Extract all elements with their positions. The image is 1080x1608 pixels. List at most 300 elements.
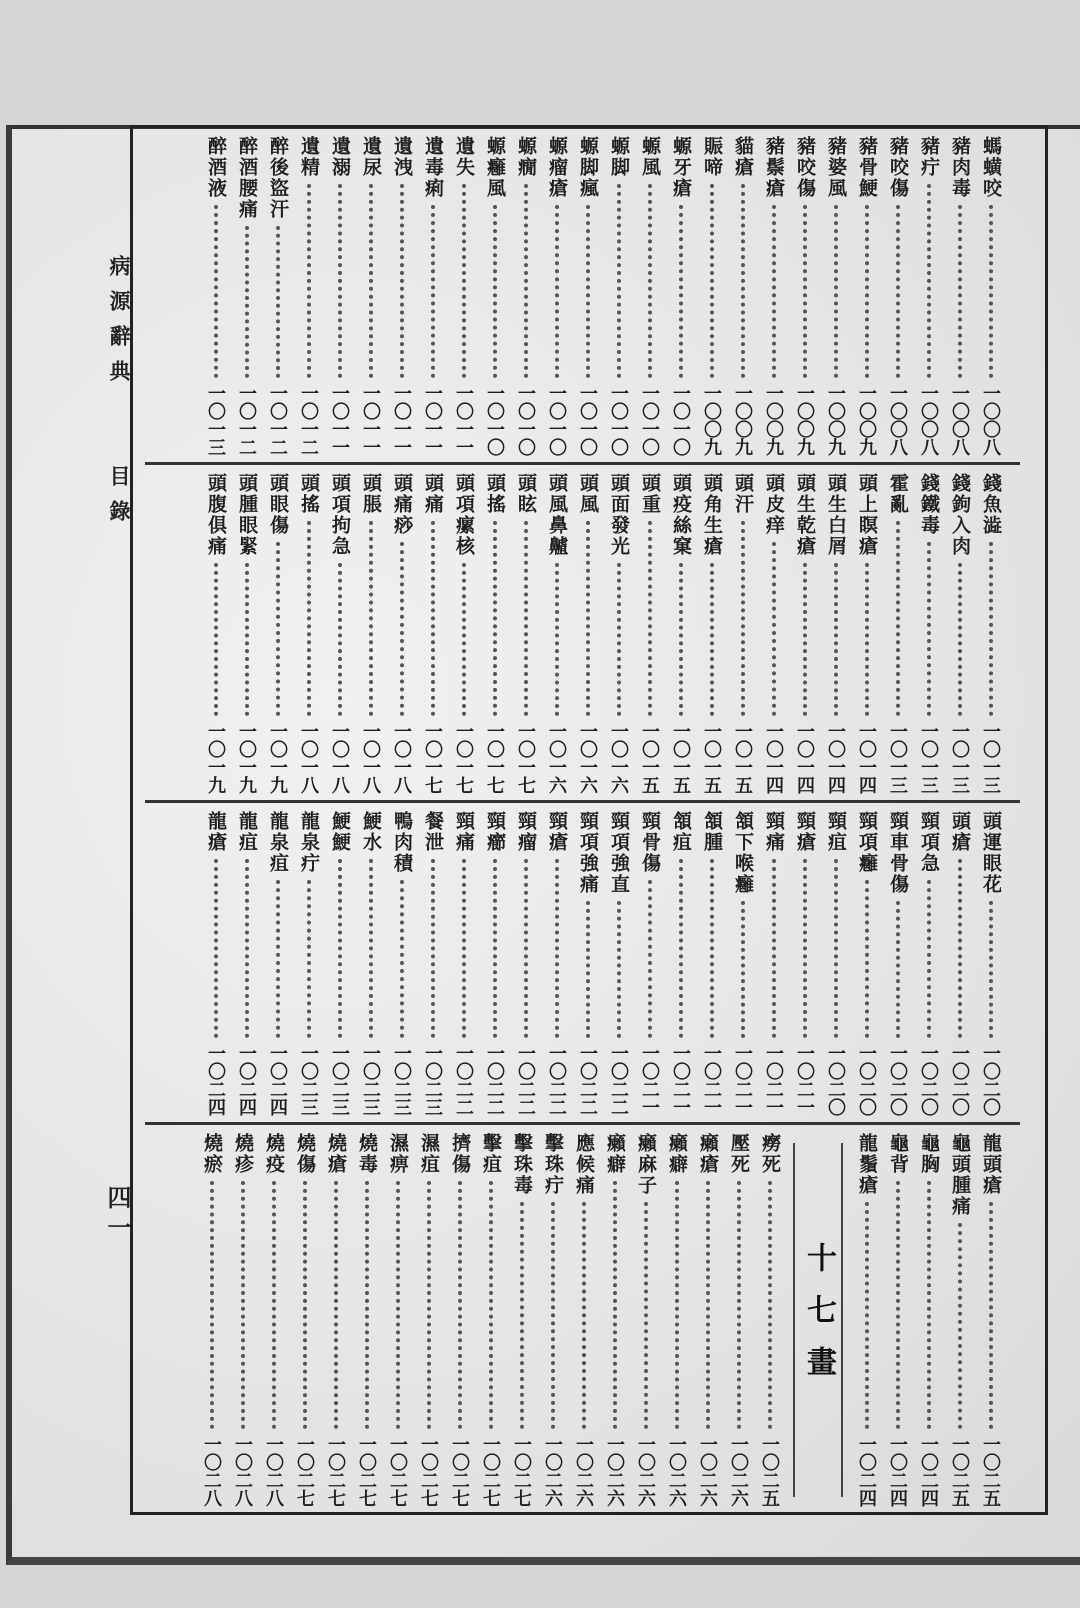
entry-page: 一〇二三: [422, 1044, 443, 1116]
index-entry: [789, 473, 820, 794]
leader-dots: [865, 205, 869, 378]
entry-term: 遺洩: [391, 136, 413, 178]
leader-dots: [489, 1181, 493, 1429]
entry-page: 一〇一〇: [608, 384, 629, 456]
index-entry: [634, 473, 665, 794]
leader-dots: [896, 1181, 900, 1429]
entry-term: 霍亂: [887, 473, 909, 515]
index-entry: [975, 811, 1006, 1116]
entry-term: 擊珠毒: [511, 1133, 533, 1196]
entry-term: 龜頭腫痛: [949, 1133, 971, 1217]
entry-page: 一〇二一: [701, 1044, 722, 1116]
entry-term: 龍鬚瘡: [856, 1133, 878, 1196]
entry-page: 一〇一六: [546, 722, 567, 794]
leader-dots: [679, 859, 683, 1038]
entry-term: 擊珠疔: [542, 1133, 564, 1196]
entry-term: 頸項強痛: [577, 811, 599, 895]
leader-dots: [958, 563, 962, 716]
leader-dots: [927, 542, 931, 716]
leader-dots: [586, 901, 590, 1038]
entry-term: 頸項強直: [608, 811, 630, 895]
entry-page: 一〇一八: [360, 722, 381, 794]
entry-page: 一〇二二: [608, 1044, 629, 1116]
entry-term: 壓死: [728, 1133, 750, 1175]
leader-dots: [276, 880, 280, 1038]
index-entry: [944, 136, 975, 456]
leader-dots: [896, 901, 900, 1038]
index-entry: [696, 811, 727, 1116]
entry-term: 醉酒腰痛: [236, 136, 258, 220]
index-entry: [634, 811, 665, 1116]
entry-page: 一〇一五: [732, 722, 753, 794]
entry-term: 癩癖: [604, 1133, 626, 1175]
leader-dots: [958, 1223, 962, 1429]
leader-dots: [524, 184, 528, 378]
entry-page: 一〇二七: [356, 1435, 377, 1507]
index-entry: [944, 1133, 975, 1507]
entry-page: 一〇二二: [546, 1044, 567, 1116]
entry-page: 一〇二四: [887, 1435, 908, 1507]
leader-dots: [710, 184, 714, 378]
leader-dots: [431, 521, 435, 716]
entry-page: 一〇〇八: [949, 384, 970, 456]
leader-dots: [520, 1202, 524, 1429]
entry-term: 頭風鼻齇: [546, 473, 568, 557]
entry-page: 一〇二八: [263, 1435, 284, 1507]
entry-term: 頭風: [577, 473, 599, 515]
index-entry: [665, 473, 696, 794]
leader-dots: [865, 1202, 869, 1429]
leader-dots: [927, 880, 931, 1038]
index-entry: [727, 136, 758, 456]
leader-dots: [927, 184, 931, 378]
entry-page: 一〇二〇: [856, 1044, 877, 1116]
entry-term: 餐泄: [422, 811, 444, 853]
entry-page: 一〇二一: [639, 1044, 660, 1116]
entry-term: 螈脚: [608, 136, 630, 178]
index-entry: [479, 136, 510, 456]
leader-dots: [555, 563, 559, 716]
entry-term: 頸瘡: [546, 811, 568, 853]
entry-term: 豬肉毒: [949, 136, 971, 199]
leader-dots: [675, 1181, 679, 1429]
entry-page: 一〇一七: [515, 722, 536, 794]
index-entry: [475, 1133, 506, 1507]
entry-term: 頭搖: [298, 473, 320, 515]
index-entry: [541, 136, 572, 456]
index-entry: [324, 473, 355, 794]
leader-dots: [989, 1202, 993, 1429]
entry-page: 一〇一〇: [639, 384, 660, 456]
index-tier-4: [145, 1125, 1020, 1513]
entry-term: 頭搖: [484, 473, 506, 515]
entry-term: 頸項癰: [856, 811, 878, 874]
entry-page: 一〇〇八: [980, 384, 1001, 456]
leader-dots: [803, 859, 807, 1038]
leader-dots: [551, 1202, 555, 1429]
entry-term: 遺毒痢: [422, 136, 444, 199]
index-entry: [510, 136, 541, 456]
leader-dots: [772, 205, 776, 378]
leader-dots: [303, 1181, 307, 1429]
entry-page: 一〇一九: [236, 722, 257, 794]
entry-page: 一〇二四: [918, 1435, 939, 1507]
entry-page: 一〇一八: [329, 722, 350, 794]
entry-page: 一〇二六: [728, 1435, 749, 1507]
leader-dots: [617, 563, 621, 716]
entry-page: 一〇〇九: [794, 384, 815, 456]
entry-term: 頸瘤: [515, 811, 537, 853]
entry-term: 頭項瘰核: [453, 473, 475, 557]
leader-dots: [772, 542, 776, 716]
leader-dots: [276, 542, 280, 716]
leader-dots: [431, 859, 435, 1038]
leader-dots: [369, 184, 373, 378]
index-entry: [692, 1133, 723, 1507]
index-entry: [262, 473, 293, 794]
leader-dots: [648, 184, 652, 378]
leader-dots: [679, 563, 683, 716]
entry-page: 一〇二四: [267, 1044, 288, 1116]
entry-page: 一〇一五: [639, 722, 660, 794]
entry-term: 龜背: [887, 1133, 909, 1175]
entry-term: 龍疽: [236, 811, 258, 853]
leader-dots: [679, 205, 683, 378]
index-entry: [758, 473, 789, 794]
index-entry: [320, 1133, 351, 1507]
entry-page: 一〇二四: [856, 1435, 877, 1507]
entry-page: 一〇二二: [484, 1044, 505, 1116]
index-entry: [417, 136, 448, 456]
entry-term: 頭重: [639, 473, 661, 515]
entry-page: 一〇一一: [422, 384, 443, 456]
leader-dots: [307, 184, 311, 378]
entry-term: 豬婆風: [825, 136, 847, 199]
leader-dots: [245, 226, 249, 378]
index-entry: [355, 811, 386, 1116]
index-entry: [293, 136, 324, 456]
entry-page: 一〇一三: [980, 722, 1001, 794]
entry-term: 龍泉疽: [267, 811, 289, 874]
index-entry: [913, 136, 944, 456]
index-entry: [324, 136, 355, 456]
entry-page: 一〇二七: [387, 1435, 408, 1507]
leader-dots: [307, 521, 311, 716]
index-entry: [293, 811, 324, 1116]
index-entry: [820, 136, 851, 456]
leader-dots: [400, 880, 404, 1038]
leader-dots: [741, 184, 745, 378]
index-entry: [258, 1133, 289, 1507]
leader-dots: [741, 521, 745, 716]
entry-page: 一〇二七: [418, 1435, 439, 1507]
index-tier-2: [145, 465, 1020, 803]
leader-dots: [834, 859, 838, 1038]
index-entry: [289, 1133, 320, 1507]
entry-term: 癩癖: [666, 1133, 688, 1175]
entry-term: 頭腫眼緊: [236, 473, 258, 557]
index-entry: [510, 473, 541, 794]
entry-page: 一〇二一: [732, 1044, 753, 1116]
leader-dots: [768, 1181, 772, 1429]
entry-page: 一〇一八: [298, 722, 319, 794]
leader-dots: [555, 205, 559, 378]
entry-term: 頭項拘急: [329, 473, 351, 557]
entry-page: 一〇一九: [205, 722, 226, 794]
entry-page: 一〇一七: [484, 722, 505, 794]
leader-dots: [896, 205, 900, 378]
entry-term: 頸瘡: [794, 811, 816, 853]
entry-term: 頷疽: [670, 811, 692, 853]
entry-term: 擊疽: [480, 1133, 502, 1175]
leader-dots: [214, 205, 218, 378]
leader-dots: [989, 901, 993, 1038]
entry-term: 頭眼傷: [267, 473, 289, 536]
index-entry: [820, 473, 851, 794]
index-entry: [975, 473, 1006, 794]
entry-page: 一〇一二: [298, 384, 319, 456]
leader-dots: [365, 1181, 369, 1429]
entry-page: 一〇一七: [422, 722, 443, 794]
leader-dots: [276, 226, 280, 378]
entry-page: 一〇〇九: [825, 384, 846, 456]
entry-term: 燒瘡: [325, 1133, 347, 1175]
index-entry: [227, 1133, 258, 1507]
entry-term: 螈癰風: [484, 136, 506, 199]
entry-term: 螈瘤瘡: [546, 136, 568, 199]
leader-dots: [427, 1181, 431, 1429]
index-entry: [386, 473, 417, 794]
leader-dots: [493, 205, 497, 378]
entry-page: 一〇〇九: [763, 384, 784, 456]
entry-page: 一〇〇九: [701, 384, 722, 456]
index-entry: [417, 811, 448, 1116]
entry-term: 應候痛: [573, 1133, 595, 1196]
entry-page: 一〇一四: [794, 722, 815, 794]
entry-term: 螈風: [639, 136, 661, 178]
leader-dots: [338, 184, 342, 378]
page-number: 四一: [103, 1185, 132, 1245]
index-tier-1: [145, 128, 1020, 465]
entry-term: 遺精: [298, 136, 320, 178]
leader-dots: [834, 563, 838, 716]
index-entry: [448, 136, 479, 456]
leader-dots: [865, 880, 869, 1038]
entry-term: 頭運眼花: [980, 811, 1002, 895]
entry-term: 龜胸: [918, 1133, 940, 1175]
leader-dots: [706, 1181, 710, 1429]
entry-term: 頸痛: [453, 811, 475, 853]
entry-page: 一〇二五: [980, 1435, 1001, 1507]
entry-page: 一〇一五: [701, 722, 722, 794]
index-entry: [231, 136, 262, 456]
entry-page: 一〇二六: [604, 1435, 625, 1507]
entry-term: 醉後盜汗: [267, 136, 289, 220]
entry-term: 豬骨鯁: [856, 136, 878, 199]
index-entry: [696, 136, 727, 456]
entry-term: 濕疽: [418, 1133, 440, 1175]
entry-term: 龍瘡: [205, 811, 227, 853]
entry-term: 賑啼: [701, 136, 723, 178]
entry-page: 一〇一五: [670, 722, 691, 794]
entry-page: 一〇二三: [391, 1044, 412, 1116]
entry-page: 一〇二六: [635, 1435, 656, 1507]
leader-dots: [462, 563, 466, 716]
leader-dots: [737, 1181, 741, 1429]
index-entry: [479, 811, 510, 1116]
leader-dots: [307, 880, 311, 1038]
entry-term: 螈脚瘋: [577, 136, 599, 199]
entry-page: 一〇一〇: [515, 384, 536, 456]
leader-dots: [214, 859, 218, 1038]
leader-dots: [644, 1202, 648, 1429]
leader-dots: [245, 563, 249, 716]
entry-term: 螈牙瘡: [670, 136, 692, 199]
index-entry: [262, 811, 293, 1116]
entry-page: 一〇二七: [511, 1435, 532, 1507]
index-entry: [882, 136, 913, 456]
index-entry: [200, 473, 231, 794]
entry-page: 一〇一一: [391, 384, 412, 456]
entry-page: 一〇一三: [887, 722, 908, 794]
entry-term: 頭痛痧: [391, 473, 413, 536]
index-entry: [200, 811, 231, 1116]
leader-dots: [493, 859, 497, 1038]
index-entry: [231, 473, 262, 794]
index-entry: [382, 1133, 413, 1507]
leader-dots: [927, 1181, 931, 1429]
index-entry: [944, 473, 975, 794]
entry-term: 癆死: [759, 1133, 781, 1175]
leader-dots: [989, 542, 993, 716]
index-entry: [634, 136, 665, 456]
index-entry: [882, 473, 913, 794]
leader-dots: [338, 563, 342, 716]
entry-term: 頭眩: [515, 473, 537, 515]
entry-term: 龍泉疔: [298, 811, 320, 874]
entry-term: 豬咬傷: [887, 136, 909, 199]
entry-term: 豬鬃瘡: [763, 136, 785, 199]
index-entry: [231, 811, 262, 1116]
entry-term: 錢魚澁: [980, 473, 1002, 536]
leader-dots: [648, 880, 652, 1038]
leader-dots: [710, 563, 714, 716]
leader-dots: [803, 563, 807, 716]
entry-page: 一〇二七: [325, 1435, 346, 1507]
leader-dots: [989, 205, 993, 378]
index-entry: [355, 473, 386, 794]
index-entry: [851, 473, 882, 794]
entry-term: 頭痛: [422, 473, 444, 515]
index-entry: [479, 473, 510, 794]
index-entry: [754, 1133, 785, 1507]
entry-page: 一〇二二: [577, 1044, 598, 1116]
entry-page: 一〇二五: [759, 1435, 780, 1507]
entry-page: 一〇一七: [453, 722, 474, 794]
leader-dots: [493, 521, 497, 716]
leader-dots: [524, 521, 528, 716]
entry-page: 一〇一〇: [670, 384, 691, 456]
index-entry: [448, 811, 479, 1116]
index-entry: [603, 473, 634, 794]
entry-page: 一〇一三: [949, 722, 970, 794]
entry-page: 一〇〇九: [856, 384, 877, 456]
index-entry: [661, 1133, 692, 1507]
leader-dots: [648, 521, 652, 716]
entry-page: 一〇一三: [918, 722, 939, 794]
entry-term: 頭脹: [360, 473, 382, 515]
leader-dots: [958, 859, 962, 1038]
entry-page: 一〇一四: [763, 722, 784, 794]
entry-term: 癩麻子: [635, 1133, 657, 1196]
leader-dots: [617, 901, 621, 1038]
leader-dots: [865, 563, 869, 716]
index-entry: [444, 1133, 475, 1507]
entry-term: 頭腹俱痛: [205, 473, 227, 557]
leader-dots: [586, 205, 590, 378]
entry-page: 一〇一〇: [484, 384, 505, 456]
entry-term: 貓瘡: [732, 136, 754, 178]
entry-term: 頭生白屑: [825, 473, 847, 557]
index-entry: [506, 1133, 537, 1507]
index-entry: [510, 811, 541, 1116]
leader-dots: [896, 521, 900, 716]
entry-term: 頸癤: [484, 811, 506, 853]
entry-term: 擠傷: [449, 1133, 471, 1175]
entry-term: 醉酒液: [205, 136, 227, 199]
entry-page: 一〇二〇: [949, 1044, 970, 1116]
leader-dots: [462, 859, 466, 1038]
index-entry: [851, 136, 882, 456]
entry-page: 一〇一四: [856, 722, 877, 794]
entry-term: 遺尿: [360, 136, 382, 178]
leader-dots: [369, 521, 373, 716]
leader-dots: [710, 859, 714, 1038]
index-entry: [665, 136, 696, 456]
index-entry: [820, 811, 851, 1116]
entry-term: 螈癇: [515, 136, 537, 178]
entry-page: 一〇二三: [298, 1044, 319, 1116]
margin-column: [105, 255, 133, 535]
index-entry: [541, 473, 572, 794]
entry-term: 錢鉤入肉: [949, 473, 971, 557]
leader-dots: [834, 205, 838, 378]
leader-dots: [958, 205, 962, 378]
entry-page: 一〇二四: [205, 1044, 226, 1116]
index-tier-3: [145, 803, 1020, 1125]
leader-dots: [214, 563, 218, 716]
entry-term: 鴨肉積: [391, 811, 413, 874]
index-entry: [913, 811, 944, 1116]
entry-page: 一〇二〇: [887, 1044, 908, 1116]
index-entry: [413, 1133, 444, 1507]
entry-page: 一〇二八: [201, 1435, 222, 1507]
index-entry: [603, 136, 634, 456]
index-entry: [975, 136, 1006, 456]
entry-page: 一〇一六: [608, 722, 629, 794]
entry-page: 一〇二一: [763, 1044, 784, 1116]
entry-term: 頷腫: [701, 811, 723, 853]
entry-term: 頸疽: [825, 811, 847, 853]
entry-page: 一〇〇八: [918, 384, 939, 456]
entry-page: 一〇二一: [670, 1044, 691, 1116]
index-entry: [913, 1133, 944, 1507]
entry-page: 一〇二〇: [980, 1044, 1001, 1116]
index-entry: [386, 811, 417, 1116]
entry-page: 一〇二一: [794, 1044, 815, 1116]
index-entry: [789, 811, 820, 1116]
entry-term: 頸痛: [763, 811, 785, 853]
